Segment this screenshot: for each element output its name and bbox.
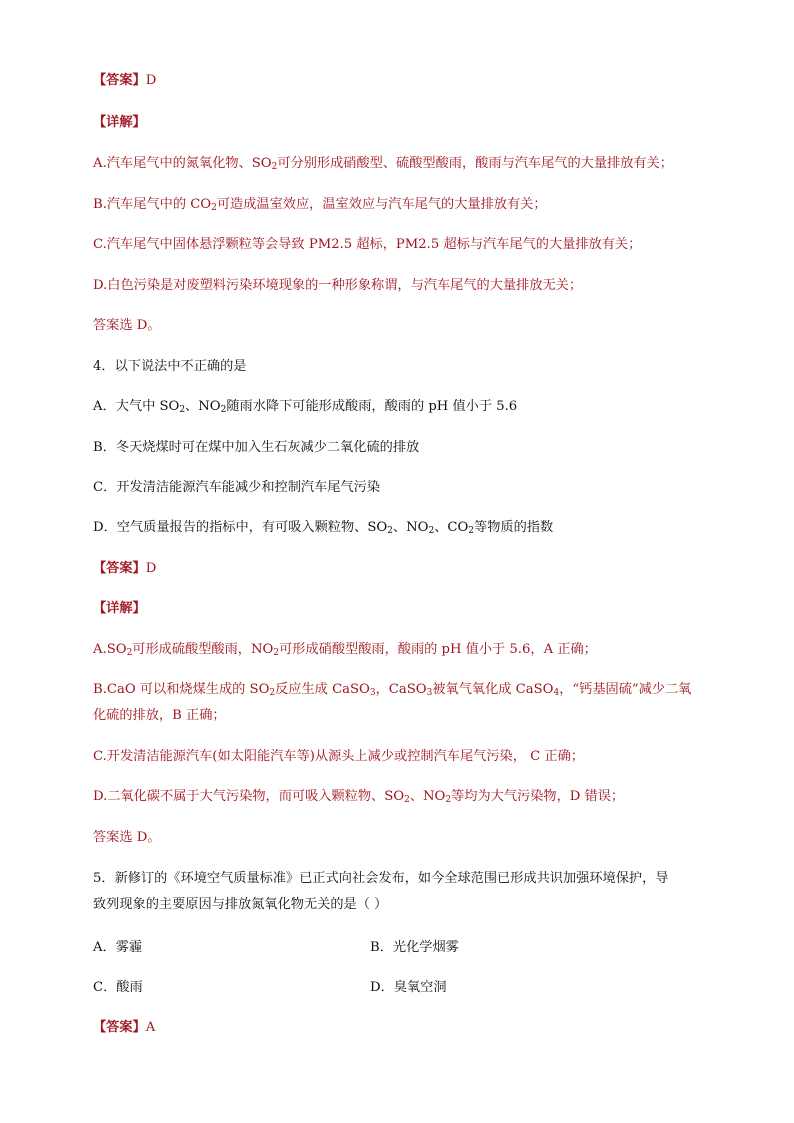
detail-tag: 【详解】 (93, 115, 146, 130)
q4-explanation-c: C.开发清洁能源汽车(如太阳能汽车等)从源头上减少或控制汽车尾气污染， C 正确； (93, 749, 584, 764)
q4-option-a: A．大气中 $SO_2$、$NO_2$随雨水降下可能形成酸雨，酸雨的 pH 值小于 5.6 (93, 399, 518, 415)
q4-explanation-a: $A.SO_2$可形成硫酸型酸雨，$NO_2$可形成硝酸型酸雨，酸雨的 pH 值小于 5.6，A 正确； (93, 642, 597, 658)
q5-option-a: A．雾霾 (93, 940, 143, 955)
q4-stem: 4．以下说法中不正确的是 (93, 359, 247, 374)
q3-answer (93, 72, 156, 90)
answer-value: D (145, 73, 157, 88)
q4-conclusion: 答案选 D。 (93, 830, 161, 845)
q5-option-b: B．光化学烟雾 (370, 940, 459, 955)
q4-option-c: C．开发清洁能源汽车能减少和控制汽车尾气污染 (93, 480, 381, 495)
q3-detail-tag (93, 114, 146, 132)
answer-value: D (145, 561, 157, 576)
q3-explanation-b: B.汽车尾气中的 $CO_2$可造成温室效应，温室效应与汽车尾气的大量排放有关； (93, 197, 547, 213)
answer-value: A (145, 1020, 156, 1035)
q4-explanation-b: B.CaO 可以和烧煤生成的 $SO_2$反应生成 CaSO$_3$，CaSO$_3$被氧气氧化成 CaSO$_4$，“钙基固硫”减少二氧 (93, 682, 692, 698)
q4-answer (93, 560, 156, 578)
answer-tag: 【答案】 (93, 1020, 146, 1035)
q3-conclusion: 答案选 D。 (93, 318, 161, 333)
q5-answer (93, 1019, 155, 1037)
q4-explanation-d: D.二氧化碳不属于大气污染物，而可吸入颗粒物、$SO_2$、$NO_2$等均为大气污染物，D 错误； (93, 789, 625, 805)
q5-stem-line1: 5．新修订的《环境空气质量标准》已正式向社会发布，如今全球范围已形成共识加强环境保护，导 (93, 871, 669, 886)
q5-stem-line2: 致列现象的主要原因与排放氮氧化物无关的是（ ） (93, 897, 388, 912)
q4-option-b: B．冬天烧煤时可在煤中加入生石灰减少二氧化硫的排放 (93, 440, 420, 455)
q3-explanation-a: A.汽车尾气中的氮氧化物、$SO_2$可分别形成硝酸型、硫酸型酸雨，酸雨与汽车尾气的大量排放有关； (93, 156, 673, 172)
q5-option-d: D．臭氧空洞 (370, 980, 447, 995)
q4-explanation-b-line2: 化硫的排放，B 正确； (93, 708, 226, 723)
q3-explanation-c: C.汽车尾气中固体悬浮颗粒等会导致 PM2.5 超标，PM2.5 超标与汽车尾气的大量排放有关； (93, 237, 642, 252)
q5-option-c: C．酸雨 (93, 980, 143, 995)
q3-explanation-d: D.白色污染是对废塑料污染环境现象的一种形象称谓，与汽车尾气的大量排放无关； (93, 278, 583, 293)
q4-detail-tag (93, 600, 146, 618)
answer-tag: 【答案】 (93, 73, 146, 88)
answer-tag: 【答案】 (93, 561, 146, 576)
detail-tag: 【详解】 (93, 601, 146, 616)
q4-option-d: D．空气质量报告的指标中，有可吸入颗粒物、$SO_2$、$NO_2$、$CO_2$等物质的指数 (93, 520, 554, 536)
